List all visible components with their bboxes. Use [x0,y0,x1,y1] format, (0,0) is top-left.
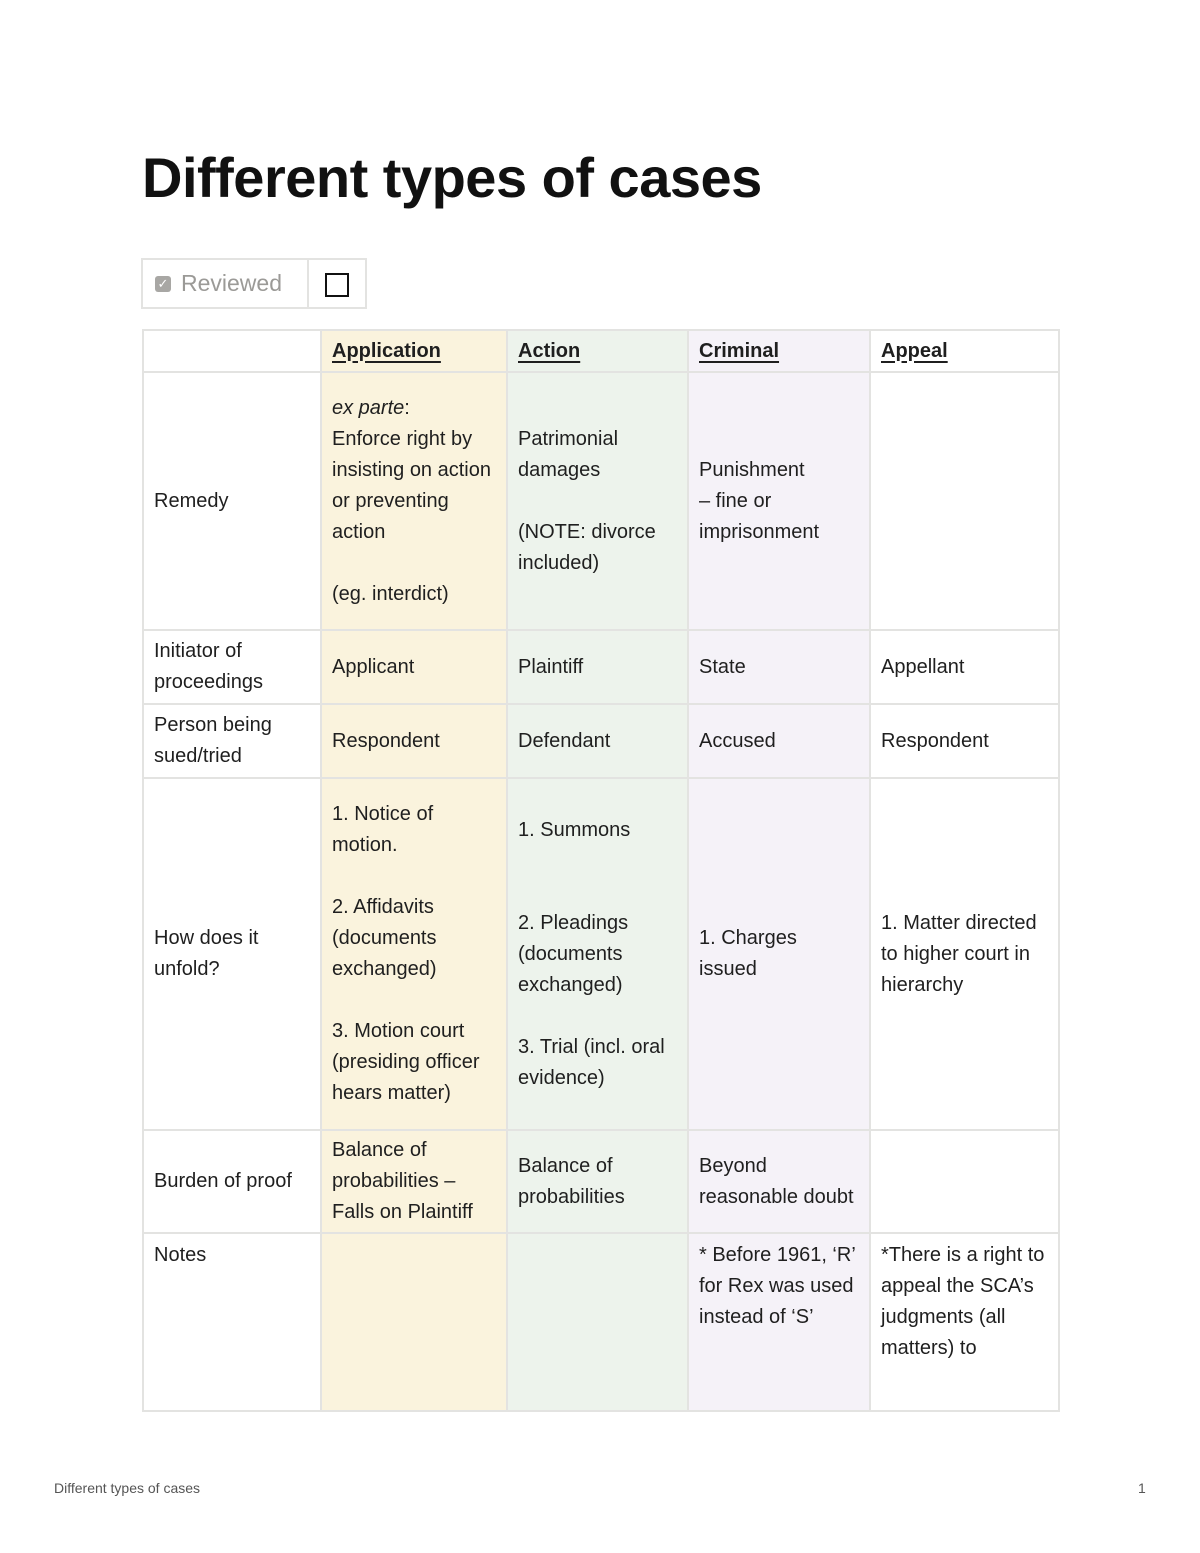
checkbox-property-icon: ✓ [155,276,171,292]
table-row [143,704,1059,778]
property-name: Reviewed [181,270,282,296]
footer-doc-title: Different types of cases [54,1480,201,1496]
header-empty [143,330,321,372]
table-cell: Punishment – fine or imprisonment [688,372,870,630]
table-cell: Patrimonial damages (NOTE: divorce included) [507,372,688,630]
table-cell: Accused [688,704,870,778]
ex-parte-italic: ex parte [332,396,405,419]
page-title: Different types of cases [142,146,762,209]
table-cell: * Before 1961, ‘R’ for Rex was used instead of ‘S’ [688,1233,870,1411]
table-cell: 1. Notice of motion. 2. Affidavits (documents exchanged) 3. Motion court (presiding officer hears matter) [321,778,507,1130]
property-name-cell [142,259,308,308]
header-action: Action [507,330,688,372]
table-row [143,778,1059,1130]
table-cell: Beyond reasonable doubt [688,1130,870,1233]
table-cell: ex parte: Enforce right by insisting on action or preventing action (eg. interdict) [321,372,507,630]
header-criminal: Criminal [688,330,870,372]
table-header-row [143,330,1059,372]
row-label: Remedy [143,372,321,630]
table-cell: Respondent [870,704,1059,778]
table-cell [507,1233,688,1411]
row-label: Initiator of proceedings [143,630,321,704]
table-cell: *There is a right to appeal the SCA’s judgments (all matters) to [870,1233,1059,1411]
table-cell: Applicant [321,630,507,704]
table-cell [870,1130,1059,1233]
footer-page-number: 1 [1138,1480,1146,1496]
table-row [143,1233,1059,1411]
row-label: Notes [143,1233,321,1411]
reviewed-checkbox[interactable] [325,273,349,297]
table-cell: Defendant [507,704,688,778]
table-cell: Respondent [321,704,507,778]
table-row [143,630,1059,704]
cases-table [142,329,1060,1412]
table-row [143,1130,1059,1233]
table-row [143,372,1059,630]
property-value-cell[interactable] [308,259,366,308]
table-cell [321,1233,507,1411]
table-cell: Appellant [870,630,1059,704]
row-label: How does it unfold? [143,778,321,1130]
row-label: Burden of proof [143,1130,321,1233]
table-cell: Balance of probabilities – Falls on Plaintiff [321,1130,507,1233]
table-cell: Plaintiff [507,630,688,704]
property-table [141,258,367,309]
table-cell [870,372,1059,630]
row-label: Person being sued/tried [143,704,321,778]
table-cell: 1. Summons 2. Pleadings (documents exchanged) 3. Trial (incl. oral evidence) [507,778,688,1130]
header-appeal: Appeal [870,330,1059,372]
table-cell: State [688,630,870,704]
table-cell: 1. Charges issued [688,778,870,1130]
table-cell: Balance of probabilities [507,1130,688,1233]
table-cell: 1. Matter directed to higher court in hierarchy [870,778,1059,1130]
header-application: Application [321,330,507,372]
